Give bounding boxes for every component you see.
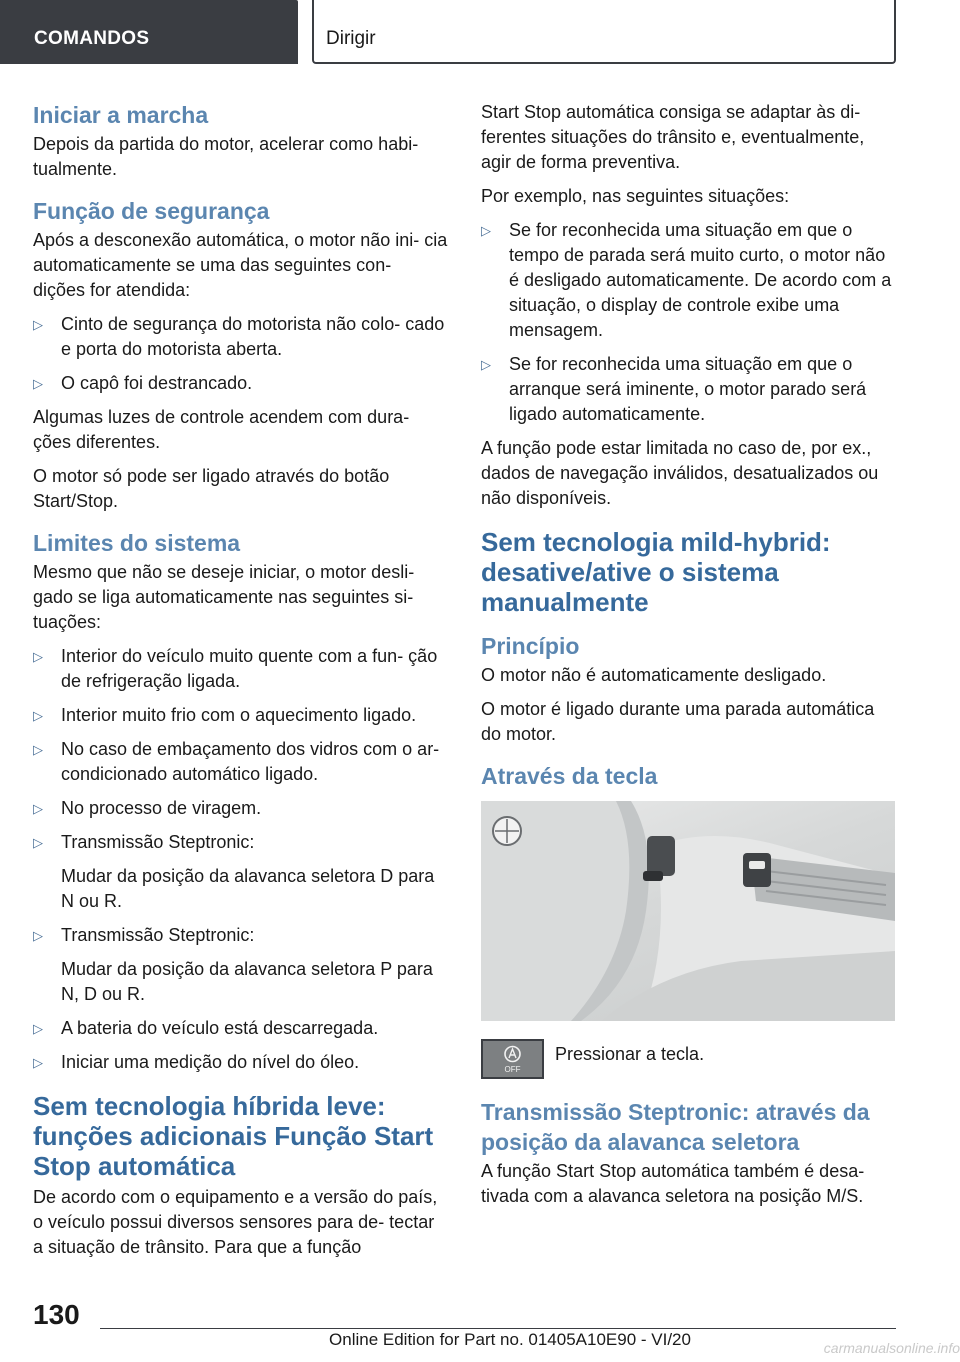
- paragraph: Mesmo que não se deseje iniciar, o motor desli- gado se liga automaticamente nas seguintes si- tuações:: [33, 562, 415, 632]
- list-item: ▷ No caso de embaçamento dos vidros com o ar-condicionado automático ligado.: [33, 737, 448, 787]
- paragraph: O motor não é automaticamente desligado.: [481, 665, 827, 685]
- heading-atraves-tecla: Através da tecla: [481, 763, 658, 789]
- list-item: ▷ Interior muito frio com o aquecimento ligado.: [33, 703, 448, 728]
- heading-iniciar-marcha: Iniciar a marcha: [33, 102, 209, 128]
- list-item-subtext: Mudar da posição da alavanca seletora P para N, D ou R.: [61, 959, 433, 1004]
- list-item: ▷ Se for reconhecida uma situação em que o tempo de parada será muito curto, o motor não é desligado automaticamente. De acordo com a situação, o display de controle exibe uma mensagem.: [481, 218, 897, 343]
- left-column: [33, 100, 448, 1269]
- paragraph: A função Start Stop automática também é desa- tivada com a alavanca seletora na posição M/S.: [481, 1161, 865, 1206]
- right-column: [481, 100, 897, 1218]
- list-item: ▷ Se for reconhecida uma situação em que o arranque será iminente, o motor parado será ligado automaticamente.: [481, 352, 897, 427]
- list-item: [33, 830, 448, 914]
- list-item-label: Transmissão Steptronic:: [61, 832, 255, 852]
- list-item: [33, 923, 448, 1007]
- paragraph: De acordo com o equipamento e a versão do país, o veículo possui diversos sensores para de- tectar a situação de trânsito. Para que a função: [33, 1187, 438, 1257]
- page-number: 130: [33, 1299, 80, 1330]
- list-item: ▷ Cinto de segurança do motorista não colo- cado e porta do motorista aberta.: [33, 312, 448, 362]
- paragraph: Pressionar a tecla.: [555, 1044, 705, 1064]
- bullet-list: [33, 312, 448, 396]
- list-item: ▷ Iniciar uma medição do nível do óleo.: [33, 1050, 448, 1075]
- list-item: ▷ O capô foi destrancado.: [33, 371, 448, 396]
- bullet-list: [481, 218, 897, 427]
- paragraph: O motor é ligado durante uma parada automática do motor.: [481, 699, 875, 744]
- paragraph: Algumas luzes de controle acendem com dura- ções diferentes.: [33, 407, 410, 452]
- footer-edition: Online Edition for Part no. 01405A10E90 - VI/20: [329, 1330, 691, 1349]
- footer-divider: [100, 1328, 896, 1329]
- list-item-subtext: Mudar da posição da alavanca seletora D para N ou R.: [61, 866, 435, 911]
- paragraph: Depois da partida do motor, acelerar como habi- tualmente.: [33, 134, 419, 179]
- paragraph: A função pode estar limitada no caso de, por ex., dados de navegação inválidos, desatualizados ou não disponíveis.: [481, 438, 879, 508]
- heading-limites-sistema: Limites do sistema: [33, 530, 241, 556]
- watermark: carmanualsonline.info: [823, 1340, 960, 1356]
- list-item: ▷ No processo de viragem.: [33, 796, 448, 821]
- chapter-title: Dirigir: [326, 28, 376, 49]
- heading-transmissao-steptronic: Transmissão Steptronic: através da posição da alavanca seletora: [481, 1099, 870, 1155]
- section-title: COMANDOS: [34, 28, 150, 49]
- list-item-label: Transmissão Steptronic:: [61, 925, 255, 945]
- bullet-list: [33, 644, 448, 1075]
- paragraph: Start Stop automática consiga se adaptar às di- ferentes situações do trânsito e, eventualmente, agir de forma preventiva.: [481, 102, 865, 172]
- start-stop-off-key-icon: [481, 1039, 544, 1079]
- section-tab: [0, 0, 298, 64]
- key-instruction: [481, 1039, 897, 1079]
- heading-sem-tecnologia-hibrida: Sem tecnologia híbrida leve: funções adicionais Função Start Stop automática: [33, 1091, 434, 1181]
- paragraph: Após a desconexão automática, o motor não ini- cia automaticamente se uma das seguintes con- dições for atendida:: [33, 230, 448, 300]
- chapter-tab: [312, 0, 896, 64]
- cockpit-photo: [481, 801, 895, 1021]
- list-item: ▷ Interior do veículo muito quente com a fun- ção de refrigeração ligada.: [33, 644, 448, 694]
- heading-principio: Princípio: [481, 633, 580, 659]
- cockpit-illustration: [481, 801, 895, 1021]
- paragraph: Por exemplo, nas seguintes situações:: [481, 186, 790, 206]
- heading-sem-mild-hybrid: Sem tecnologia mild-hybrid: desative/ative o sistema manualmente: [481, 527, 831, 617]
- heading-funcao-seguranca: Função de segurança: [33, 198, 270, 224]
- list-item: ▷ A bateria do veículo está descarregada.: [33, 1016, 448, 1041]
- paragraph: O motor só pode ser ligado através do botão Start/Stop.: [33, 466, 390, 511]
- key-icon-label: OFF: [504, 1065, 521, 1074]
